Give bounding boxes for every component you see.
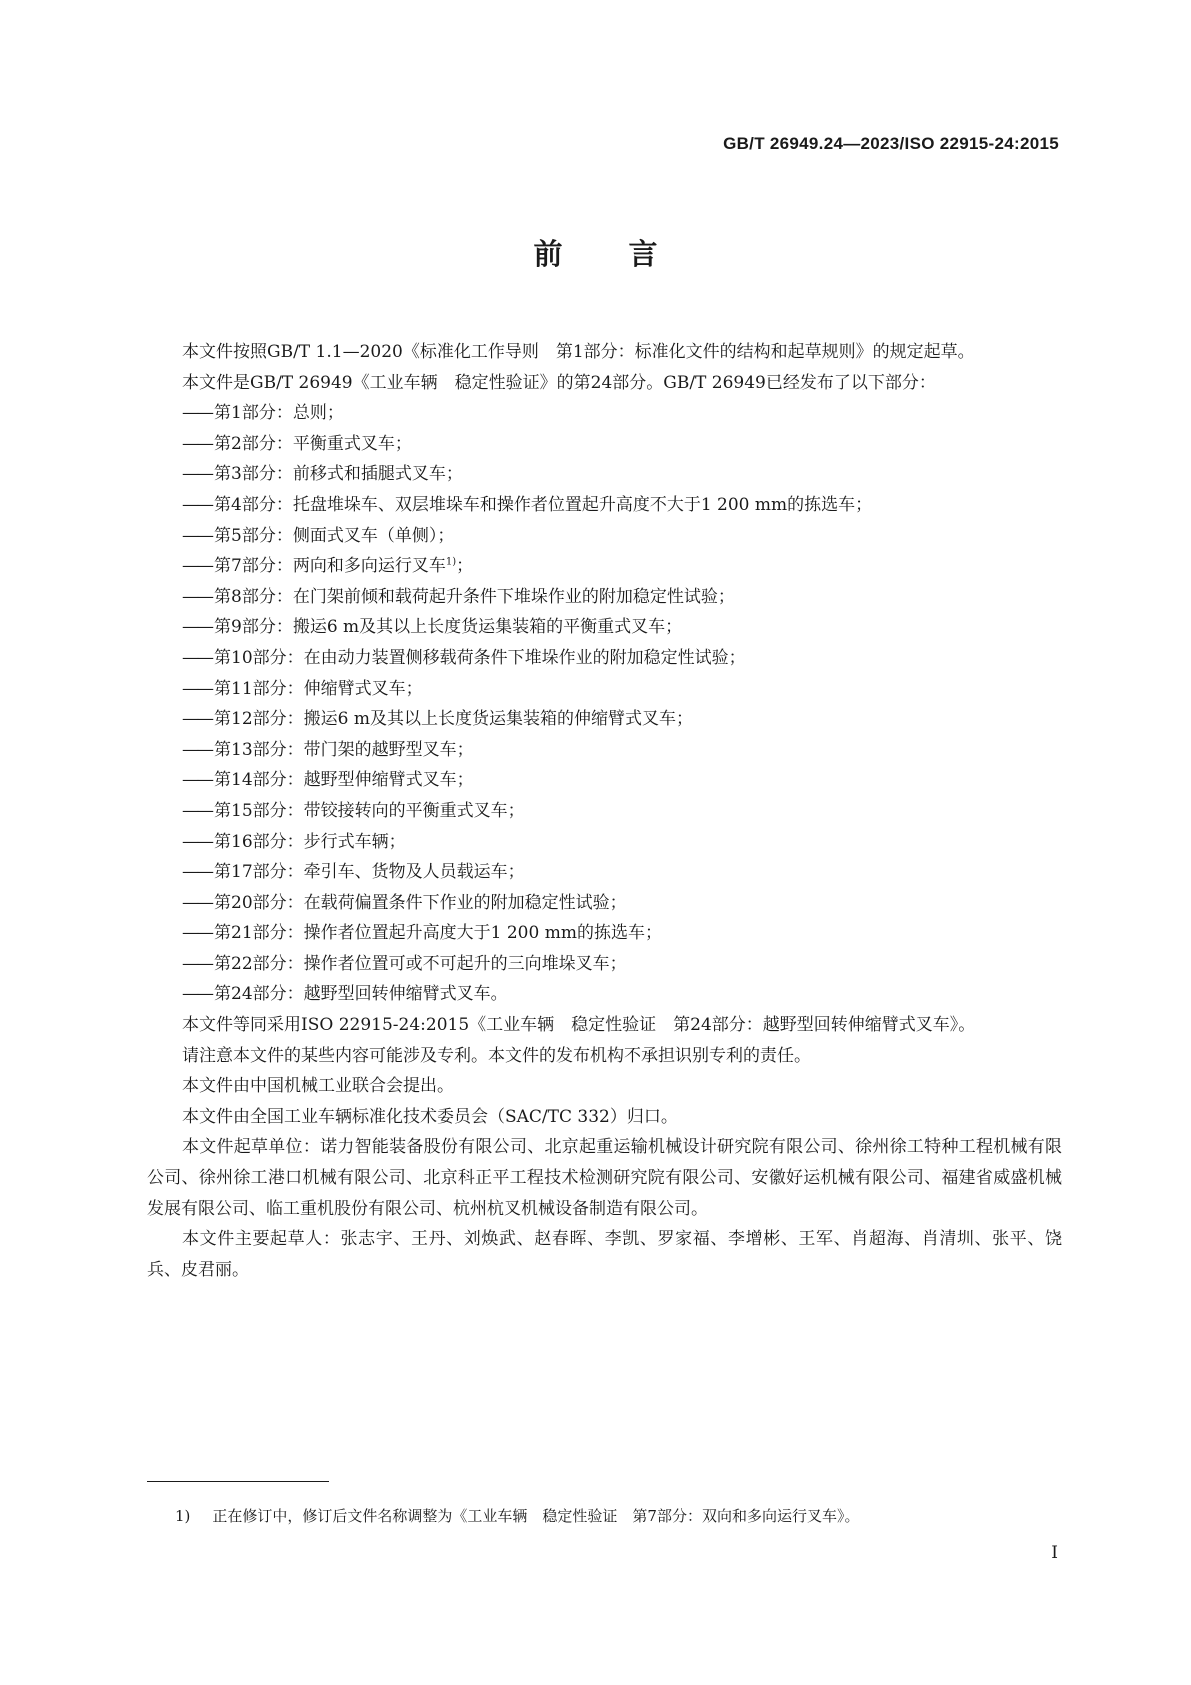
list-item-text: 第13部分：带门架的越野型叉车； [214,739,474,760]
list-item [147,949,1062,980]
list-dash: —— [182,862,212,883]
parts-list [147,398,1062,1010]
list-item [147,735,1062,766]
list-item-text: 第5部分：侧面式叉车（单侧）； [214,525,455,546]
list-item-text: 第20部分：在载荷偏置条件下作业的附加稳定性试验； [214,892,627,913]
list-item [147,521,1062,552]
list-dash: —— [182,800,212,821]
list-item-text: 第21部分：操作者位置起升高度大于1 200 mm的拣选车； [214,923,662,944]
list-item [147,398,1062,429]
list-dash: —— [182,678,212,699]
list-item-suffix: ； [456,556,474,577]
list-dash: —— [182,709,212,730]
list-dash: —— [182,403,212,424]
paragraph-patent-notice: 请注意本文件的某些内容可能涉及专利。本文件的发布机构不承担识别专利的责任。 [182,1045,811,1066]
page-title [0,232,1191,273]
footnote-reference: 1) [445,556,457,568]
list-item [147,796,1062,827]
list-item [147,612,1062,643]
list-item [147,582,1062,613]
list-item [147,429,1062,460]
document-body [147,337,1062,1285]
list-dash: —— [182,586,212,607]
footnote-mark: 1) [175,1507,191,1525]
title-char-2: 言 [628,237,658,271]
list-item-text: 第10部分：在由动力装置侧移载荷条件下堆垛作业的附加稳定性试验； [214,647,746,668]
list-dash: —— [182,770,212,791]
paragraph-series-intro: 本文件是GB/T 26949《工业车辆 稳定性验证》的第24部分。GB/T 26949已经发布了以下部分： [182,372,936,393]
list-item [147,674,1062,705]
list-dash: —— [182,831,212,852]
paragraph-iso-adoption: 本文件等同采用ISO 22915-24:2015《工业车辆 稳定性验证 第24部分：越野型回转伸缩臂式叉车》。 [182,1015,976,1036]
list-item-text: 第12部分：搬运6 m及其以上长度货运集装箱的伸缩臂式叉车； [214,709,693,730]
list-item [147,857,1062,888]
list-item-text: 第9部分：搬运6 m及其以上长度货运集装箱的平衡重式叉车； [214,617,683,638]
paragraph-drafting-rules: 本文件按照GB/T 1.1—2020《标准化工作导则 第1部分：标准化文件的结构和起草规则》的规定起草。 [182,342,975,362]
list-item-text: 第2部分：平衡重式叉车； [214,433,412,454]
list-dash: —— [182,923,212,944]
list-item-text: 第4部分：托盘堆垛车、双层堆垛车和操作者位置起升高度不大于1 200 mm的拣选车； [214,494,873,515]
paragraph-drafting-units: 本文件起草单位：诺力智能装备股份有限公司、北京起重运输机械设计研究院有限公司、徐州徐工特种工程机械有限公司、徐州徐工港口机械有限公司、北京科正平工程技术检测研究院有限公司、安徽好运机械有限公司、福建省威盛机械发展有限公司、临工重机股份有限公司、杭州杭叉机械设备制造有限公司。 [147,1137,1062,1219]
list-item-text: 第8部分：在门架前倾和载荷起升条件下堆垛作业的附加稳定性试验； [214,586,735,607]
list-item-text: 第15部分：带铰接转向的平衡重式叉车； [214,800,525,821]
list-item-text: 第7部分：两向和多向运行叉车 [214,556,446,577]
footnote [175,1505,859,1526]
list-item [147,827,1062,858]
footnote-text: 正在修订中，修订后文件名称调整为《工业车辆 稳定性验证 第7部分：双向和多向运行叉车》。 [212,1507,860,1525]
page-number: I [1051,1543,1058,1563]
footnote-divider [147,1481,329,1482]
list-item [147,888,1062,919]
list-item-text: 第11部分：伸缩臂式叉车； [214,678,423,699]
list-item [147,643,1062,674]
list-dash: —— [182,556,212,577]
list-item-text: 第24部分：越野型回转伸缩臂式叉车。 [214,984,508,1005]
list-item-text: 第16部分：步行式车辆； [214,831,406,852]
list-dash: —— [182,984,212,1005]
list-item [147,459,1062,490]
list-item [147,918,1062,949]
list-dash: —— [182,525,212,546]
list-item [147,490,1062,521]
list-item-text: 第14部分：越野型伸缩臂式叉车； [214,770,474,791]
list-item-text: 第1部分：总则； [214,403,344,424]
list-dash: —— [182,617,212,638]
paragraph-committee: 本文件由全国工业车辆标准化技术委员会（SAC/TC 332）归口。 [182,1106,678,1127]
list-dash: —— [182,494,212,515]
list-dash: —— [182,892,212,913]
list-dash: —— [182,464,212,485]
list-item [147,765,1062,796]
list-dash: —— [182,647,212,668]
list-item-text: 第22部分：操作者位置可或不可起升的三向堆垛叉车； [214,953,627,974]
list-dash: —— [182,739,212,760]
list-item-text: 第3部分：前移式和插腿式叉车； [214,464,463,485]
list-item-text: 第17部分：牵引车、货物及人员载运车； [214,862,525,883]
paragraph-proposer: 本文件由中国机械工业联合会提出。 [182,1076,454,1097]
list-dash: —— [182,953,212,974]
paragraph-drafters: 本文件主要起草人：张志宇、王丹、刘焕武、赵春晖、李凯、罗家福、李增彬、王军、肖超海、肖清圳、张平、饶兵、皮君丽。 [147,1229,1062,1280]
list-item [147,704,1062,735]
list-item [147,551,1062,582]
title-char-1: 前 [533,237,563,271]
list-dash: —— [182,433,212,454]
list-item [147,979,1062,1010]
standard-code: GB/T 26949.24—2023/ISO 22915-24:2015 [723,134,1059,153]
